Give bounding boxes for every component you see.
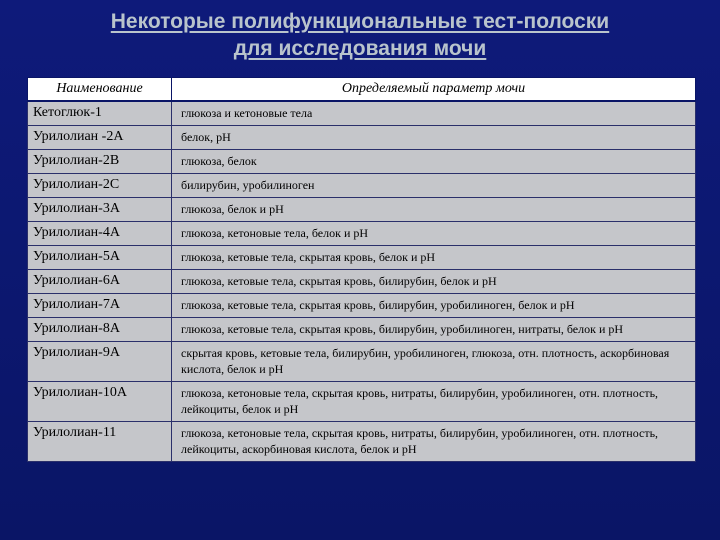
table-row: [28, 318, 696, 342]
table-header-row: [28, 78, 696, 102]
table-row: [28, 342, 696, 382]
cell-parameter: билирубин, уробилиноген: [172, 174, 696, 198]
cell-parameter: глюкоза, кетоновые тела, белок и рН: [172, 222, 696, 246]
table-row: [28, 126, 696, 150]
cell-parameter: глюкоза и кетоновые тела: [172, 101, 696, 126]
table-row: [28, 382, 696, 422]
cell-strip-name: Урилолиан-8А: [28, 318, 172, 342]
table-row: [28, 198, 696, 222]
header-parameter: Определяемый параметр мочи: [172, 78, 696, 102]
cell-parameter: глюкоза, кетовые тела, скрытая кровь, билирубин, уробилиноген, белок и рН: [172, 294, 696, 318]
cell-strip-name: Урилолиан-3А: [28, 198, 172, 222]
cell-parameter: глюкоза, белок и рН: [172, 198, 696, 222]
test-strips-table-container: [27, 77, 695, 462]
table-row: [28, 222, 696, 246]
cell-parameter: глюкоза, кетоновые тела, скрытая кровь, нитраты, билирубин, уробилиноген, отн. плотность, лейкоциты, аскорбиновая кислота, белок и рН: [172, 422, 696, 462]
cell-strip-name: Урилолиан-7А: [28, 294, 172, 318]
cell-parameter: скрытая кровь, кетовые тела, билирубин, уробилиноген, глюкоза, отн. плотность, аскорбиновая кислота, белок и рН: [172, 342, 696, 382]
slide-title-line-2: для исследования мочи: [233, 37, 487, 60]
table-row: [28, 101, 696, 126]
cell-parameter: глюкоза, белок: [172, 150, 696, 174]
cell-parameter: глюкоза, кетовые тела, скрытая кровь, билирубин, уробилиноген, нитраты, белок и рН: [172, 318, 696, 342]
slide-title: [0, 8, 720, 62]
table-row: [28, 422, 696, 462]
test-strips-table: [27, 77, 696, 462]
cell-strip-name: Урилолиан-11: [28, 422, 172, 462]
cell-strip-name: Урилолиан-6А: [28, 270, 172, 294]
cell-strip-name: Урилолиан-9А: [28, 342, 172, 382]
cell-strip-name: Урилолиан -2А: [28, 126, 172, 150]
cell-strip-name: Урилолиан-10А: [28, 382, 172, 422]
table-row: [28, 174, 696, 198]
table-row: [28, 150, 696, 174]
cell-parameter: глюкоза, кетовые тела, скрытая кровь, билирубин, белок и рН: [172, 270, 696, 294]
cell-strip-name: Урилолиан-2В: [28, 150, 172, 174]
cell-strip-name: Урилолиан-2С: [28, 174, 172, 198]
cell-strip-name: Кетоглюк-1: [28, 101, 172, 126]
cell-strip-name: Урилолиан-5А: [28, 246, 172, 270]
cell-parameter: глюкоза, кетовые тела, скрытая кровь, белок и рН: [172, 246, 696, 270]
table-row: [28, 270, 696, 294]
cell-strip-name: Урилолиан-4А: [28, 222, 172, 246]
cell-parameter: белок, рН: [172, 126, 696, 150]
table-row: [28, 246, 696, 270]
table-row: [28, 294, 696, 318]
header-name: Наименование: [28, 78, 172, 102]
cell-parameter: глюкоза, кетоновые тела, скрытая кровь, нитраты, билирубин, уробилиноген, отн. плотность, лейкоциты, белок и рН: [172, 382, 696, 422]
slide-title-line-1: Некоторые полифункциональные тест-полоски: [110, 10, 610, 33]
